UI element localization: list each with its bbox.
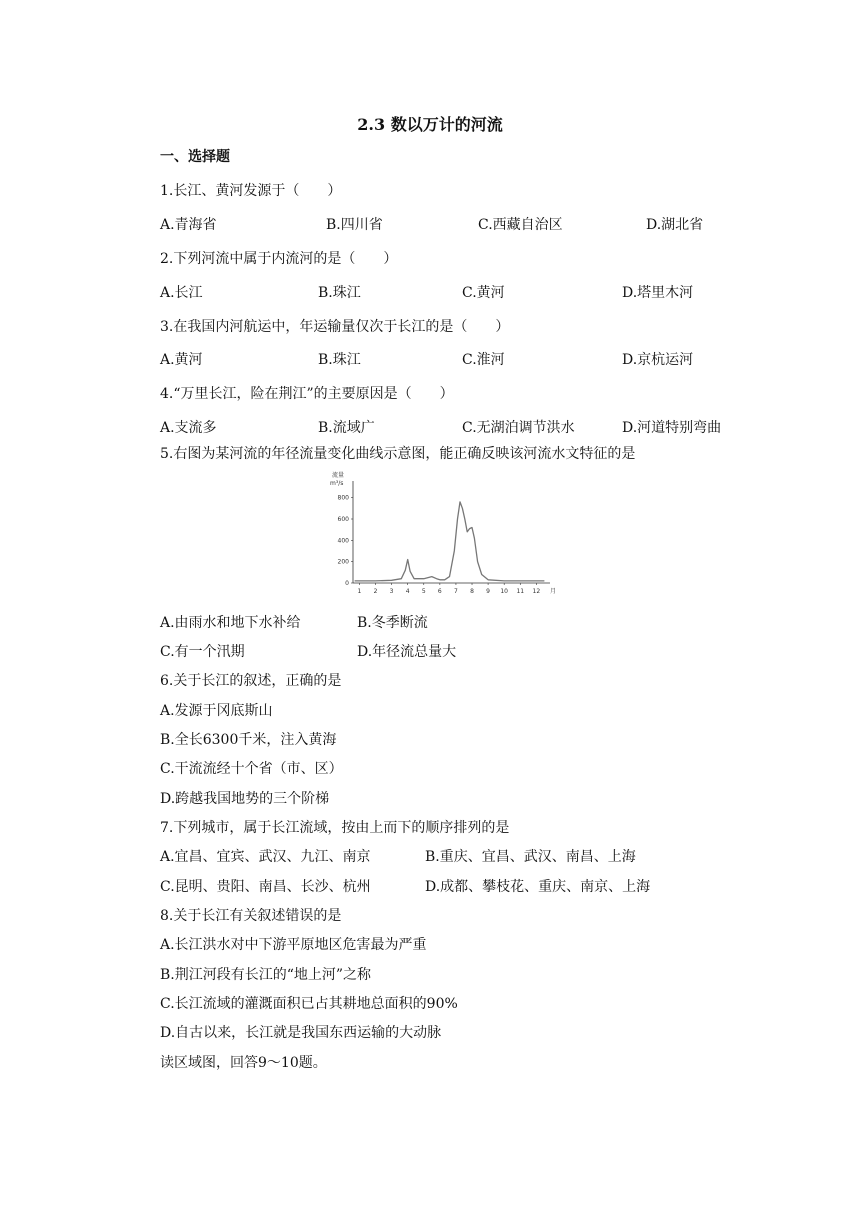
question-3-option-c[interactable]: C.淮河 — [462, 352, 505, 368]
y-tick-label: 200 — [337, 558, 349, 566]
question-1-option-a[interactable]: A.青海省 — [160, 217, 217, 233]
question-4-option-b[interactable]: B.流域广 — [318, 420, 375, 436]
question-8-option-d[interactable]: D.自古以来，长江就是我国东西运输的大动脉 — [160, 1025, 442, 1041]
question-6-stem: 6.关于长江的叙述，正确的是 — [160, 673, 342, 689]
question-8-option-b[interactable]: B.荆江河段有长江的“地上河”之称 — [160, 967, 372, 983]
question-2-stem: 2.下列河流中属于内流河的是（ ） — [160, 251, 398, 267]
x-tick-label: 11 — [516, 588, 525, 595]
question-8-option-c[interactable]: C.长江流域的灌溉面积已占其耕地总面积的90% — [160, 996, 458, 1012]
y-tick-label: 600 — [337, 516, 349, 523]
question-7-stem: 7.下列城市，属于长江流域，按由上而下的顺序排列的是 — [160, 820, 510, 836]
question-3-option-d[interactable]: D.京杭运河 — [622, 352, 694, 368]
x-tick-label: 4 — [405, 588, 410, 595]
question-5-stem: 5.右图为某河流的年径流量变化曲线示意图，能正确反映该河流水文特征的是 — [160, 446, 636, 462]
question-6-option-d[interactable]: D.跨越我国地势的三个阶梯 — [160, 791, 330, 807]
question-4-option-c[interactable]: C.无湖泊调节洪水 — [462, 420, 575, 436]
x-tick-label: 1 — [357, 588, 362, 595]
question-6-option-b[interactable]: B.全长6300千米，注入黄海 — [160, 732, 337, 748]
x-tick-label: 2 — [373, 588, 378, 595]
question-2-option-d[interactable]: D.塔里木河 — [622, 285, 694, 301]
y-tick-label: 0 — [345, 580, 349, 587]
question-3-option-b[interactable]: B.珠江 — [318, 352, 361, 368]
question-2-option-c[interactable]: C.黄河 — [462, 285, 505, 301]
question-1-option-c[interactable]: C.西藏自治区 — [478, 217, 563, 233]
question-7-option-c[interactable]: C.昆明、贵阳、南昌、长沙、杭州 — [160, 879, 371, 895]
section-heading: 一、选择题 — [160, 149, 230, 165]
page-title: 2.3 数以万计的河流 — [357, 115, 503, 134]
y-axis-label: 流量 — [332, 472, 345, 479]
x-tick-label: 7 — [454, 588, 458, 595]
x-tick-label: 8 — [470, 588, 474, 595]
question-6-option-a[interactable]: A.发源于冈底斯山 — [160, 703, 273, 719]
question-7-option-a[interactable]: A.宜昌、宜宾、武汉、九江、南京 — [160, 849, 371, 865]
question-4-option-a[interactable]: A.支流多 — [160, 420, 217, 436]
x-tick-label: 12 — [532, 588, 541, 595]
question-5-option-b[interactable]: B.冬季断流 — [357, 615, 428, 631]
question-1-option-b[interactable]: B.四川省 — [326, 217, 383, 233]
question-5-option-d[interactable]: D.年径流总量大 — [357, 644, 457, 660]
question-1-stem: 1.长江、黄河发源于（ ） — [160, 183, 342, 199]
x-tick-label: 10 — [500, 588, 509, 595]
question-8-stem: 8.关于长江有关叙述错误的是 — [160, 908, 342, 924]
x-tick-label: 3 — [389, 588, 394, 595]
x-tick-label: 6 — [437, 588, 442, 595]
question-7-option-b[interactable]: B.重庆、宜昌、武汉、南昌、上海 — [425, 849, 636, 865]
y-axis-unit: m³/s — [330, 480, 344, 487]
question-3-stem: 3.在我国内河航运中，年运输量仅次于长江的是（ ） — [160, 319, 510, 335]
question-1-option-d[interactable]: D.湖北省 — [646, 217, 704, 233]
question-5-option-c[interactable]: C.有一个汛期 — [160, 644, 245, 660]
runoff-chart-svg — [326, 467, 557, 605]
question-7-option-d[interactable]: D.成都、攀枝花、重庆、南京、上海 — [425, 879, 651, 895]
y-tick-label: 400 — [337, 537, 349, 545]
question-3-option-a[interactable]: A.黄河 — [160, 352, 203, 368]
question-2-option-b[interactable]: B.珠江 — [318, 285, 361, 301]
question-5-option-a[interactable]: A.由雨水和地下水补给 — [160, 615, 301, 631]
x-tick-label: 5 — [421, 588, 426, 595]
question-6-option-c[interactable]: C.干流流经十个省（市、区） — [160, 761, 343, 777]
question-4-option-d[interactable]: D.河道特别弯曲 — [622, 420, 722, 436]
question-4-stem: 4.“万里长江，险在荆江”的主要原因是（ ） — [160, 386, 454, 402]
question-8-option-a[interactable]: A.长江洪水对中下游平原地区危害最为严重 — [160, 937, 427, 953]
x-axis-unit: 月 — [550, 588, 557, 595]
x-tick-label: 9 — [486, 588, 491, 595]
runoff-series-line — [355, 502, 545, 581]
runoff-chart — [326, 467, 557, 605]
closing-instruction: 读区域图，回答9～10题。 — [160, 1055, 327, 1071]
y-tick-label: 800 — [337, 494, 349, 502]
question-2-option-a[interactable]: A.长江 — [160, 285, 203, 301]
